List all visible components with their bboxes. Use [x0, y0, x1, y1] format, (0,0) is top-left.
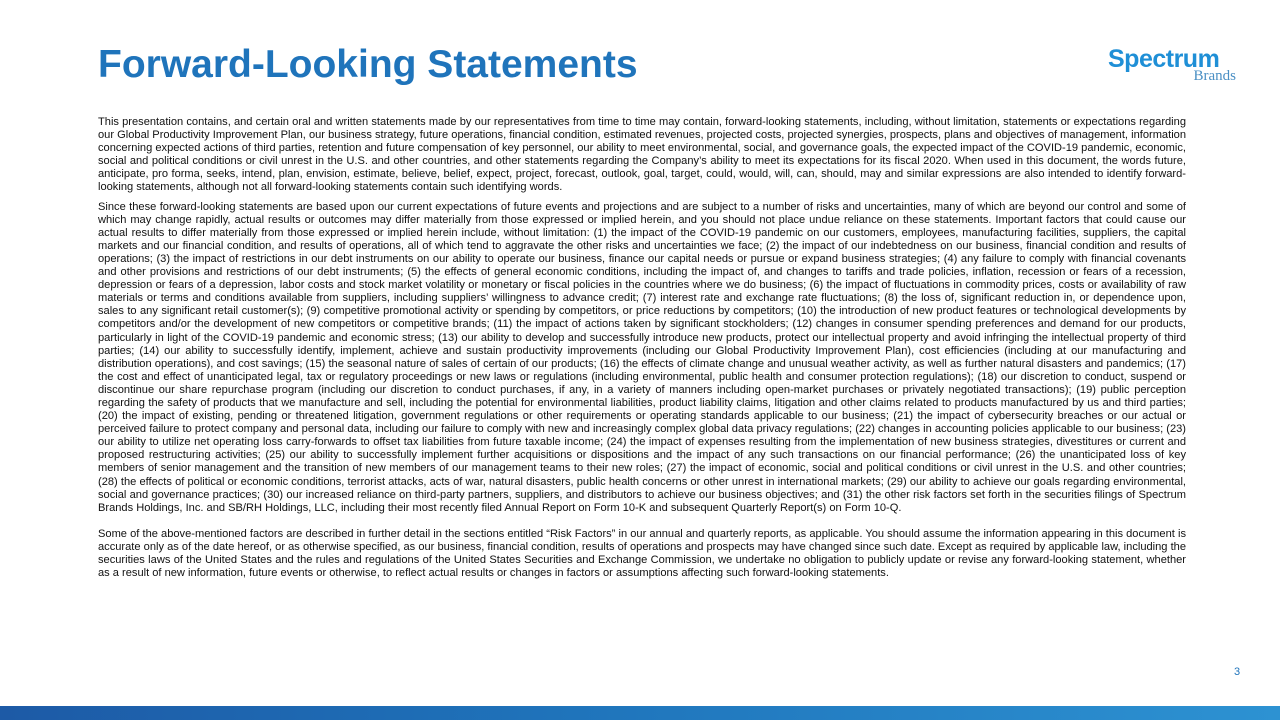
footer-bar	[0, 706, 1280, 720]
closing-paragraph: Some of the above-mentioned factors are described in further detail in the sections entitled “Risk Factors” in our annual and quarterly reports, as applicable. You should assume the information appearing in this document is accurate only as of the date hereof, or as otherwise specified, as our business, financial condition, results of operations and prospects may have changed since such date. Except as required by applicable law, including the securities laws of the United States and the rules and regulations of the United States Securities and Exchange Commission, we undertake no obligation to publicly update or revise any forward-looking statement, whether as a result of new information, future events or otherwise, to reflect actual results or changes in factors or assumptions affecting such forward-looking statements.	[98, 527, 1186, 580]
statement-body	[98, 116, 1186, 586]
risk-factors-paragraph: Since these forward-looking statements are based upon our current expectations of future events and projections and are subject to a number of risks and uncertainties, many of which are beyond our control and some of which may change rapidly, actual results or outcomes may differ materially from those expressed or implied herein, and you should not place undue reliance on these statements. Important factors that could cause our actual results to differ materially from those expressed or implied herein include, without limitation: (1) the impact of the COVID-19 pandemic on our customers, employees, manufacturing facilities, suppliers, the capital markets and our financial condition, and results of operations, all of which tend to aggravate the other risks and uncertainties we face; (2) the impact of our indebtedness on our business, financial condition and results of operations; (3) the impact of restrictions in our debt instruments on our ability to operate our business, finance our capital needs or pursue or expand business strategies; (4) any failure to comply with financial covenants and other provisions and restrictions of our debt instruments; (5) the effects of general economic conditions, including the impact of, and changes to tariffs and trade policies, inflation, recession or fears of a recession, depression or fears of a depression, labor costs and stock market volatility or monetary or fiscal policies in the countries where we do business; (6) the impact of fluctuations in commodity prices, costs or availability of raw materials or terms and conditions available from suppliers, including suppliers’ willingness to advance credit; (7) interest rate and exchange rate fluctuations; (8) the loss of, significant reduction in, or dependence upon, sales to any significant retail customer(s); (9) competitive promotional activity or spending by competitors, or price reductions by competitors; (10) the introduction of new product features or technological developments by competitors and/or the development of new competitors or competitive brands; (11) the impact of actions taken by significant stockholders; (12) changes in consumer spending preferences and demand for our products, particularly in light of the COVID-19 pandemic and economic stress; (13) our ability to develop and successfully introduce new products, protect our intellectual property and avoid infringing the intellectual property of third parties; (14) our ability to successfully identify, implement, achieve and sustain productivity improvements (including our Global Productivity Improvement Plan), cost efficiencies (including at our manufacturing and distribution operations), and cost savings; (15) the seasonal nature of sales of certain of our products; (16) the effects of climate change and unusual weather activity, as well as further natural disasters and pandemics; (17) the cost and effect of unanticipated legal, tax or regulatory proceedings or new laws or regulations (including environmental, public health and consumer protection regulations); (18) our discretion to conduct, suspend or discontinue our share repurchase program (including our discretion to conduct purchases, if any, in a variety of manners including open-market purchases or privately negotiated transactions); (19) public perception regarding the safety of products that we manufacture and sell, including the potential for environmental liabilities, product liability claims, litigation and other claims related to products manufactured by us and third parties; (20) the impact of existing, pending or threatened litigation, government regulations or other requirements or operating standards applicable to our business; (21) the impact of cybersecurity breaches or our actual or perceived failure to protect company and personal data, including our failure to comply with new and increasingly complex global data privacy regulations; (22) changes in accounting policies applicable to our business; (23) our ability to utilize net operating loss carry-forwards to offset tax liabilities from future taxable income; (24) the impact of expenses resulting from the implementation of new business strategies, divestitures or current and proposed restructuring activities; (25) our ability to successfully implement further acquisitions or dispositions and the impact of any such transactions on our financial performance; (26) the unanticipated loss of key members of senior management and the transition of new members of our management teams to their new roles; (27) the impact of economic, social and political conditions or civil unrest in the U.S. and other countries; (28) the effects of political or economic conditions, terrorist attacks, acts of war, natural disasters, public health concerns or other unrest in international markets; (29) our ability to achieve our goals regarding environmental, social and governance practices; (30) our increased reliance on third-party partners, suppliers, and distributors to achieve our business objectives; and (31) the other risk factors set forth in the securities filings of Spectrum Brands Holdings, Inc. and SB/RH Holdings, LLC, including their most recently filed Annual Report on Form 10-K and subsequent Quarterly Report(s) on Form 10-Q.	[98, 200, 1186, 514]
page-title: Forward-Looking Statements	[98, 43, 638, 86]
page-number: 3	[1234, 666, 1241, 678]
intro-paragraph: This presentation contains, and certain oral and written statements made by our representatives from time to time may contain, forward-looking statements, including, without limitation, statements or expectations regarding our Global Productivity Improvement Plan, our business strategy, future operations, financial condition, estimated revenues, projected costs, projected synergies, prospects, plans and objectives of management, information concerning expected actions of third parties, retention and future compensation of key personnel, our ability to meet environmental, social, and governance goals, the expected impact of the COVID-19 pandemic, economic, social and political conditions or civil unrest in the U.S. and other countries, and other statements regarding the Company’s ability to meet its expectations for its fiscal 2020. When used in this document, the words future, anticipate, pro forma, seeks, intend, plan, envision, estimate, believe, belief, expect, project, forecast, outlook, goal, target, could, would, will, can, should, may and similar expressions are also intended to identify forward-looking statements, although not all forward-looking statements contain such identifying words.	[98, 116, 1186, 194]
spectrum-brands-logo	[1108, 44, 1248, 92]
logo-subtitle: Brands	[1193, 68, 1236, 84]
logo-wordmark: Spectrum	[1108, 45, 1220, 73]
